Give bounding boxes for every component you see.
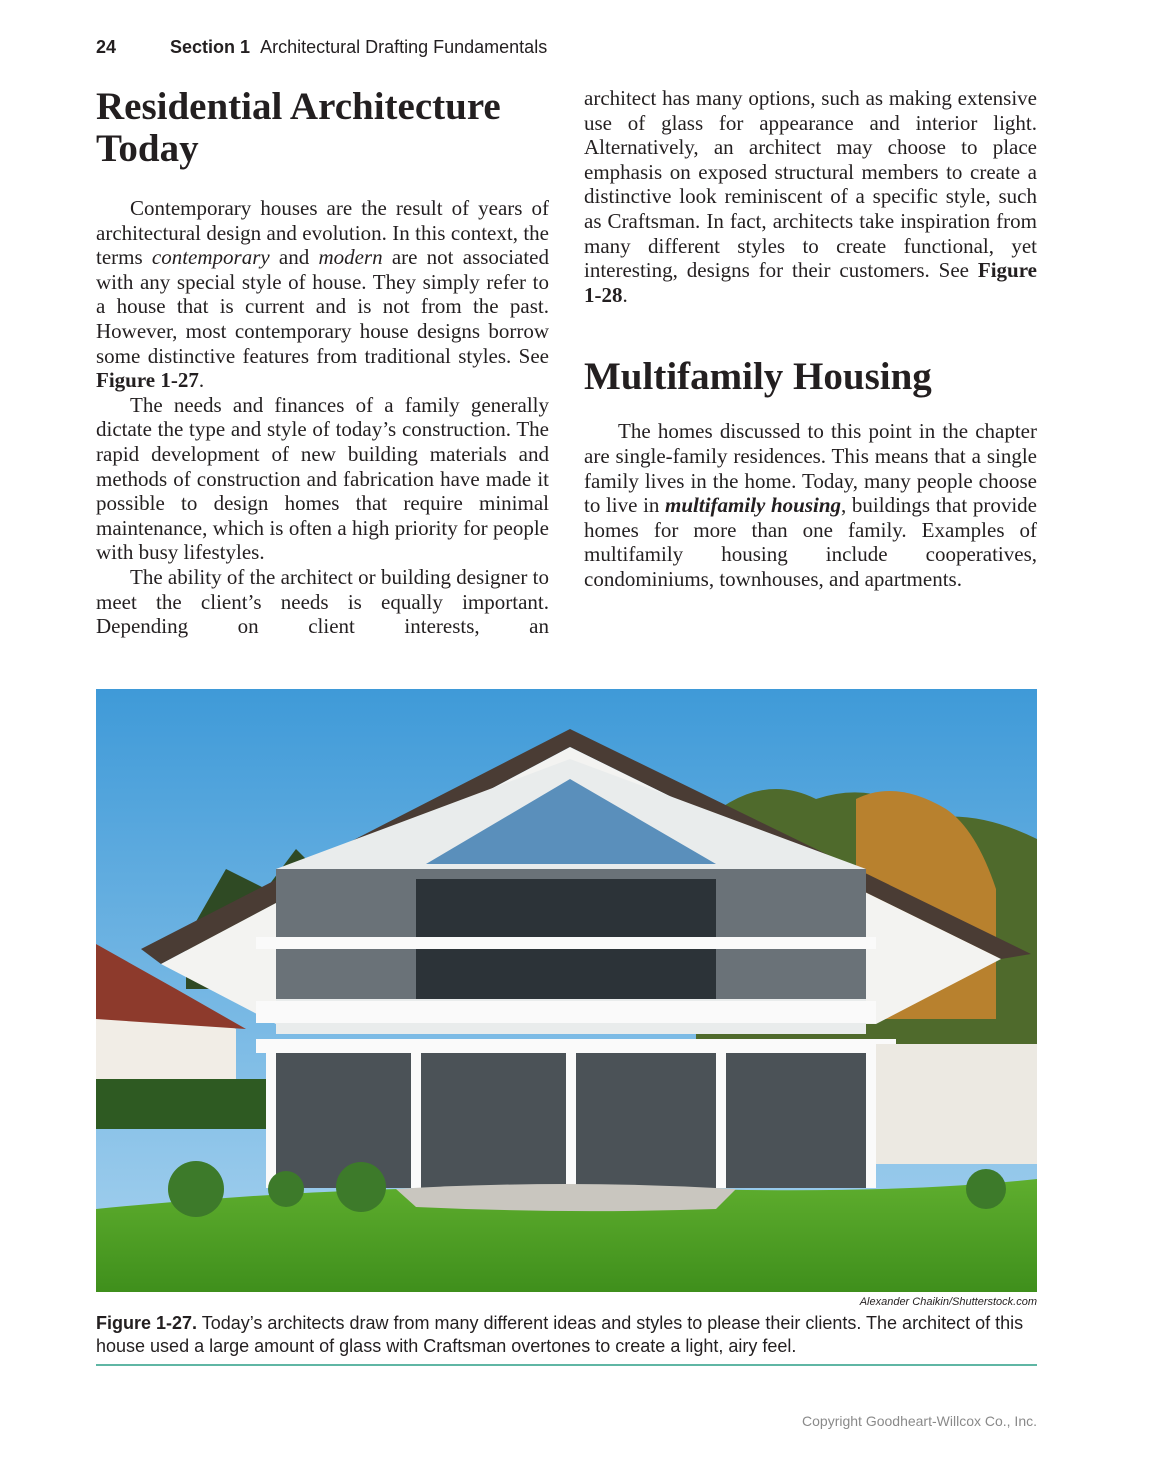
term-modern: modern <box>318 245 383 270</box>
figure-caption <box>96 1312 1037 1366</box>
heading-multifamily-housing: Multifamily Housing <box>584 355 932 399</box>
paragraph <box>584 86 1037 307</box>
text: The homes discussed to this point in the chapter are single-family residences. This means that a single family lives in the home. Today, many people choose to live in <box>584 419 1037 518</box>
text: . <box>198 368 205 393</box>
text: and <box>269 245 319 270</box>
section-label: Section 1 <box>170 37 251 57</box>
text: . <box>622 282 628 307</box>
text: Contemporary houses are the result of years of architectural design and evolution. In this context, the terms <box>96 196 549 270</box>
caption-text: Today’s architects draw from many different ideas and styles to please their clients. The architect of this house used a large amount of glass with Craftsman overtones to create a light, airy feel. <box>96 1313 1024 1356</box>
text: are not associated with any special style of house. They simply refer to a house that is current and is not from the past. However, most contemporary house designs borrow some distinctive features from traditional styles. See <box>96 245 550 368</box>
paragraph <box>96 196 549 393</box>
heading-residential-architecture: Residential Architecture Today <box>96 85 501 170</box>
figure-reference: Figure 1-28 <box>584 258 1037 307</box>
term-contemporary: contemporary <box>151 245 270 270</box>
text: , buildings that provide homes for more than one family. Examples of multifamily housing include cooperatives, condominiums, townhouses, and apartments. <box>584 493 1037 591</box>
page-number: 24 <box>96 37 117 57</box>
paragraph: The ability of the architect or building designer to meet the client’s needs is equally important. Depending on client interests, an <box>96 564 549 639</box>
photo-credit: Alexander Chaikin/Shutterstock.com <box>859 1296 1037 1308</box>
paragraph <box>584 419 1037 591</box>
left-column <box>96 86 549 639</box>
house-photo <box>96 689 1037 1292</box>
section-title: Architectural Drafting Fundamentals <box>260 37 548 57</box>
running-header <box>96 37 547 58</box>
figure-reference: Figure 1-27 <box>96 368 199 393</box>
right-column <box>584 86 1037 592</box>
term-multifamily-housing: multifamily housing <box>665 493 842 518</box>
copyright-footer: Copyright Goodheart-Willcox Co., Inc. <box>802 1413 1037 1429</box>
paragraph: The needs and finances of a family generally dictate the type and style of today’s construction. The rapid development of new building materials and methods of construction and fabrication have made it possible to design homes that require minimal maintenance, which is often a high priority for people with busy lifestyles. <box>96 392 549 565</box>
text: architect has many options, such as making extensive use of glass for appearance and interior light. Alternatively, an architect may choose to place emphasis on exposed structural members to create a distinctive look reminiscent of a specific style, such as Craftsman. In fact, architects take inspiration from many different styles to create functional, yet interesting, designs for their customers. See <box>584 86 1037 283</box>
figure-label: Figure 1-27. <box>96 1313 198 1333</box>
